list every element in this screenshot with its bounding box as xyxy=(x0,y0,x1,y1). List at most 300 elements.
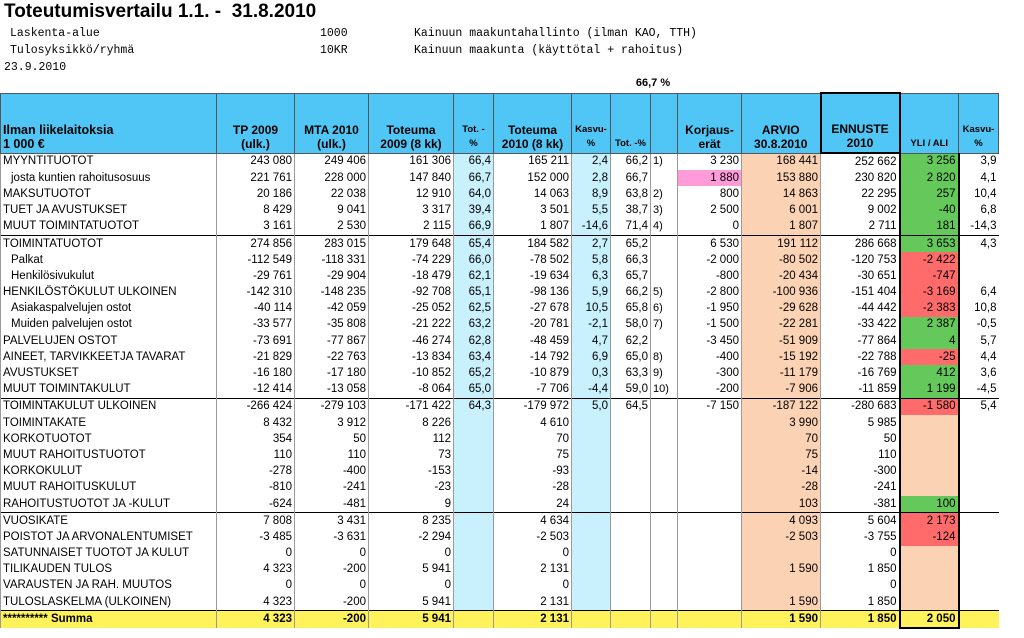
cell-note xyxy=(651,431,678,447)
cell-note xyxy=(651,496,678,513)
cell-totpct1: 64,3 xyxy=(454,398,494,415)
cell-arvio: 4 093 xyxy=(742,513,821,530)
cell-totpct1 xyxy=(454,464,494,480)
cell-korj: 1 880 xyxy=(678,170,742,186)
cell-korj: -800 xyxy=(678,268,742,284)
cell-ennuste: 1 850 xyxy=(821,611,900,629)
cell-kasvu2: -14,3 xyxy=(959,219,999,236)
cell-kasvu xyxy=(572,447,611,463)
table-row xyxy=(1,301,999,317)
cell-tot2009: 2 115 xyxy=(369,219,454,236)
cell-ennuste: -151 404 xyxy=(821,285,900,301)
cell-kasvu: 5,5 xyxy=(572,203,611,219)
cell-tot2010: 4 634 xyxy=(494,513,572,530)
cell-totpct1 xyxy=(454,431,494,447)
row-label: Muiden palvelujen ostot xyxy=(1,317,217,333)
cell-totpct1 xyxy=(454,594,494,611)
cell-totpct1: 66,9 xyxy=(454,219,494,236)
cell-mta2010: -3 631 xyxy=(295,529,369,545)
cell-mta2010: -22 763 xyxy=(295,349,369,365)
col-tot2009-header: Toteuma 2009 (8 kk) xyxy=(369,93,454,153)
cell-ennuste: -22 788 xyxy=(821,349,900,365)
cell-kasvu2: 10,8 xyxy=(959,301,999,317)
cell-note xyxy=(651,546,678,562)
row-label: SATUNNAISET TUOTOT JA KULUT xyxy=(1,546,217,562)
meta-desc-2: Kainuun maakunta (käyttötal + rahoitus) xyxy=(414,44,684,57)
table-row xyxy=(1,382,999,399)
cell-arvio: 3 990 xyxy=(742,415,821,431)
cell-yliali: 2 820 xyxy=(900,170,959,186)
cell-tot2009: 5 941 xyxy=(369,611,454,629)
cell-kasvu2: 6,8 xyxy=(959,203,999,219)
cell-kasvu2: 5,7 xyxy=(959,333,999,349)
cell-arvio: 6 001 xyxy=(742,203,821,219)
cell-mta2010: -13 058 xyxy=(295,382,369,399)
cell-mta2010: 110 xyxy=(295,447,369,463)
row-label: MAKSUTUOTOT xyxy=(1,186,217,202)
cell-tp2009: 7 808 xyxy=(217,513,295,530)
cell-korj: -3 450 xyxy=(678,333,742,349)
cell-tp2009: 354 xyxy=(217,431,295,447)
cell-tp2009: -21 829 xyxy=(217,349,295,365)
cell-arvio: -14 xyxy=(742,464,821,480)
cell-tot2009: -23 xyxy=(369,480,454,496)
row-label: TOIMINTAKATE xyxy=(1,415,217,431)
cell-arvio: 1 590 xyxy=(742,611,821,629)
cell-totpct1 xyxy=(454,562,494,578)
cell-ennuste: -11 859 xyxy=(821,382,900,399)
cell-totpct2 xyxy=(611,529,651,545)
meta-code-2: 10KR xyxy=(320,44,348,57)
cell-yliali: 2 387 xyxy=(900,317,959,333)
table-row xyxy=(1,365,999,381)
table-row xyxy=(1,594,999,611)
row-label: TOIMINTATUOTOT xyxy=(1,235,217,252)
cell-totpct2 xyxy=(611,611,651,629)
row-label: josta kuntien rahoitusosuus xyxy=(1,170,217,186)
cell-tot2009: 179 648 xyxy=(369,235,454,252)
cell-totpct1: 64,0 xyxy=(454,186,494,202)
cell-yliali: 257 xyxy=(900,186,959,202)
cell-arvio: -15 192 xyxy=(742,349,821,365)
cell-kasvu2 xyxy=(959,562,999,578)
cell-totpct2: 63,8 xyxy=(611,186,651,202)
cell-totpct2: 38,7 xyxy=(611,203,651,219)
cell-totpct1: 66,0 xyxy=(454,252,494,268)
cell-kasvu: 5,8 xyxy=(572,252,611,268)
cell-note: 10) xyxy=(651,382,678,399)
cell-kasvu xyxy=(572,578,611,594)
cell-kasvu2 xyxy=(959,496,999,513)
cell-tp2009: -142 310 xyxy=(217,285,295,301)
table-body xyxy=(1,153,999,628)
table-row xyxy=(1,317,999,333)
cell-totpct1 xyxy=(454,529,494,545)
cell-tp2009: 8 432 xyxy=(217,415,295,431)
cell-ennuste: -381 xyxy=(821,496,900,513)
cell-mta2010: -17 180 xyxy=(295,365,369,381)
cell-totpct2 xyxy=(611,496,651,513)
row-label: Asiakaspalvelujen ostot xyxy=(1,301,217,317)
cell-totpct2: 66,3 xyxy=(611,252,651,268)
meta-desc-1: Kainuun maakuntahallinto (ilman KAO, TTH) xyxy=(414,27,697,40)
col-ennuste-header: ENNUSTE 2010 xyxy=(821,93,900,153)
cell-mta2010: -200 xyxy=(295,611,369,629)
cell-korj: -2 800 xyxy=(678,285,742,301)
table-row xyxy=(1,235,999,252)
cell-mta2010: 9 041 xyxy=(295,203,369,219)
cell-arvio: 1 590 xyxy=(742,594,821,611)
row-label: VUOSIKATE xyxy=(1,513,217,530)
cell-tot2010: 75 xyxy=(494,447,572,463)
cell-tot2009: -2 294 xyxy=(369,529,454,545)
cell-tot2010: -19 634 xyxy=(494,268,572,284)
cell-ennuste: 230 820 xyxy=(821,170,900,186)
cell-tp2009: 221 761 xyxy=(217,170,295,186)
cell-yliali: -747 xyxy=(900,268,959,284)
cell-kasvu2 xyxy=(959,431,999,447)
cell-ennuste: -30 651 xyxy=(821,268,900,284)
row-label: Henkilösivukulut xyxy=(1,268,217,284)
cell-tot2010: 24 xyxy=(494,496,572,513)
table-row xyxy=(1,349,999,365)
cell-korj xyxy=(678,447,742,463)
col-kasvu-header: Kasvu- % xyxy=(572,93,611,153)
cell-mta2010: -148 235 xyxy=(295,285,369,301)
cell-mta2010: 228 000 xyxy=(295,170,369,186)
cell-totpct2: 66,2 xyxy=(611,153,651,170)
cell-mta2010: -77 867 xyxy=(295,333,369,349)
cell-kasvu2 xyxy=(959,464,999,480)
cell-yliali xyxy=(900,415,959,431)
table-row xyxy=(1,398,999,415)
col-mta2010-header: MTA 2010 (ulk.) xyxy=(295,93,369,153)
cell-totpct2 xyxy=(611,447,651,463)
cell-note xyxy=(651,480,678,496)
cell-totpct2: 65,8 xyxy=(611,301,651,317)
cell-totpct2 xyxy=(611,562,651,578)
cell-korj: -300 xyxy=(678,365,742,381)
cell-tp2009: 0 xyxy=(217,546,295,562)
cell-korj: 6 530 xyxy=(678,235,742,252)
cell-yliali xyxy=(900,464,959,480)
cell-korj xyxy=(678,431,742,447)
cell-kasvu2 xyxy=(959,611,999,629)
cell-note xyxy=(651,578,678,594)
cell-tot2010: -93 xyxy=(494,464,572,480)
cell-yliali xyxy=(900,447,959,463)
cell-tot2009: 5 941 xyxy=(369,562,454,578)
cell-tot2010: -48 459 xyxy=(494,333,572,349)
cell-korj: -1 950 xyxy=(678,301,742,317)
cell-totpct1: 65,2 xyxy=(454,365,494,381)
cell-korj xyxy=(678,529,742,545)
cell-ennuste: -44 442 xyxy=(821,301,900,317)
cell-note xyxy=(651,594,678,611)
table-row xyxy=(1,447,999,463)
cell-totpct1: 66,7 xyxy=(454,170,494,186)
cell-note xyxy=(651,235,678,252)
cell-yliali xyxy=(900,431,959,447)
report-date: 23.9.2010 xyxy=(4,61,67,74)
cell-mta2010: 0 xyxy=(295,546,369,562)
cell-note xyxy=(651,464,678,480)
cell-note: 1) xyxy=(651,153,678,170)
cell-kasvu2: 4,3 xyxy=(959,235,999,252)
cell-kasvu2 xyxy=(959,480,999,496)
cell-ennuste: 1 850 xyxy=(821,594,900,611)
cell-note: 4) xyxy=(651,219,678,236)
cell-yliali: -124 xyxy=(900,529,959,545)
cell-korj xyxy=(678,415,742,431)
cell-tot2009: 112 xyxy=(369,431,454,447)
cell-yliali: 3 256 xyxy=(900,153,959,170)
cell-note: 9) xyxy=(651,365,678,381)
table-row xyxy=(1,285,999,301)
cell-arvio: -29 628 xyxy=(742,301,821,317)
cell-mta2010: 3 912 xyxy=(295,415,369,431)
cell-tot2010: 2 131 xyxy=(494,562,572,578)
cell-arvio: -2 503 xyxy=(742,529,821,545)
cell-tot2009: 0 xyxy=(369,546,454,562)
cell-totpct2 xyxy=(611,431,651,447)
cell-ennuste: -280 683 xyxy=(821,398,900,415)
cell-tot2010: 165 211 xyxy=(494,153,572,170)
cell-totpct2: 66,7 xyxy=(611,170,651,186)
cell-tp2009: 0 xyxy=(217,578,295,594)
cell-totpct1: 65,4 xyxy=(454,235,494,252)
cell-tp2009: -29 761 xyxy=(217,268,295,284)
cell-korj: -400 xyxy=(678,349,742,365)
cell-note xyxy=(651,268,678,284)
cell-totpct2 xyxy=(611,546,651,562)
cell-kasvu: -4,4 xyxy=(572,382,611,399)
cell-tp2009: -624 xyxy=(217,496,295,513)
cell-totpct1: 63,2 xyxy=(454,317,494,333)
cell-tp2009: -12 414 xyxy=(217,382,295,399)
cell-mta2010: -481 xyxy=(295,496,369,513)
cell-kasvu2: 4,1 xyxy=(959,170,999,186)
row-label: AVUSTUKSET xyxy=(1,365,217,381)
cell-mta2010: -279 103 xyxy=(295,398,369,415)
cell-kasvu2: 4,4 xyxy=(959,349,999,365)
row-label: POISTOT JA ARVONALENTUMISET xyxy=(1,529,217,545)
cell-kasvu2: 6,4 xyxy=(959,285,999,301)
cell-tot2010: -14 792 xyxy=(494,349,572,365)
meta-code-1: 1000 xyxy=(320,27,348,40)
table-row xyxy=(1,611,999,629)
cell-tot2009: -8 064 xyxy=(369,382,454,399)
cell-arvio: 75 xyxy=(742,447,821,463)
header-row xyxy=(1,93,999,153)
cell-note: 7) xyxy=(651,317,678,333)
cell-note xyxy=(651,252,678,268)
row-label: MUUT TOIMINTATUOTOT xyxy=(1,219,217,236)
table-row xyxy=(1,578,999,594)
cell-ennuste: 110 xyxy=(821,447,900,463)
cell-totpct2: 59,0 xyxy=(611,382,651,399)
col-totpct1-header: Tot. - % xyxy=(454,93,494,153)
cell-yliali: -40 xyxy=(900,203,959,219)
cell-mta2010: 3 431 xyxy=(295,513,369,530)
cell-arvio: 1 807 xyxy=(742,219,821,236)
comparison-table xyxy=(0,92,999,629)
cell-tot2009: -13 834 xyxy=(369,349,454,365)
cell-kasvu2 xyxy=(959,594,999,611)
cell-totpct1 xyxy=(454,415,494,431)
cell-kasvu2 xyxy=(959,252,999,268)
cell-yliali xyxy=(900,594,959,611)
cell-ennuste: -77 864 xyxy=(821,333,900,349)
cell-kasvu2 xyxy=(959,578,999,594)
cell-tp2009: -73 691 xyxy=(217,333,295,349)
cell-tot2010: 14 063 xyxy=(494,186,572,202)
cell-kasvu xyxy=(572,562,611,578)
cell-tot2010: -78 502 xyxy=(494,252,572,268)
cell-arvio: -51 909 xyxy=(742,333,821,349)
cell-yliali xyxy=(900,546,959,562)
table-row xyxy=(1,268,999,284)
cell-tot2010: 3 501 xyxy=(494,203,572,219)
cell-tp2009: -278 xyxy=(217,464,295,480)
cell-note xyxy=(651,447,678,463)
cell-totpct2 xyxy=(611,464,651,480)
cell-korj: 800 xyxy=(678,186,742,202)
cell-tp2009: -3 485 xyxy=(217,529,295,545)
cell-tot2010: -20 781 xyxy=(494,317,572,333)
cell-arvio: -80 502 xyxy=(742,252,821,268)
row-label: Palkat xyxy=(1,252,217,268)
cell-tot2010: 2 131 xyxy=(494,594,572,611)
cell-totpct1 xyxy=(454,611,494,629)
cell-tot2010: -179 972 xyxy=(494,398,572,415)
cell-totpct1: 65,1 xyxy=(454,285,494,301)
table-row xyxy=(1,480,999,496)
cell-korj: -1 500 xyxy=(678,317,742,333)
cell-yliali: -25 xyxy=(900,349,959,365)
cell-tot2010: 2 131 xyxy=(494,611,572,629)
row-label: MYYNTITUOTOT xyxy=(1,153,217,170)
cell-kasvu2: 10,4 xyxy=(959,186,999,202)
cell-tot2010: -28 xyxy=(494,480,572,496)
cell-totpct2: 71,4 xyxy=(611,219,651,236)
cell-yliali: 3 653 xyxy=(900,235,959,252)
cell-totpct2: 58,0 xyxy=(611,317,651,333)
cell-ennuste: 0 xyxy=(821,546,900,562)
cell-kasvu xyxy=(572,529,611,545)
cell-arvio: 168 441 xyxy=(742,153,821,170)
cell-ennuste: -300 xyxy=(821,464,900,480)
cell-tp2009: -112 549 xyxy=(217,252,295,268)
cell-tot2009: -46 274 xyxy=(369,333,454,349)
cell-yliali xyxy=(900,562,959,578)
table-row xyxy=(1,464,999,480)
cell-kasvu: -2,1 xyxy=(572,317,611,333)
cell-mta2010: 0 xyxy=(295,578,369,594)
cell-tot2010: -27 678 xyxy=(494,301,572,317)
cell-tot2009: -74 229 xyxy=(369,252,454,268)
cell-arvio: 191 112 xyxy=(742,235,821,252)
cell-note: 2) xyxy=(651,186,678,202)
cell-mta2010: 249 406 xyxy=(295,153,369,170)
cell-mta2010: -42 059 xyxy=(295,301,369,317)
report-title: Toteutumisvertailu 1.1. - 31.8.2010 xyxy=(4,1,317,22)
cell-kasvu xyxy=(572,496,611,513)
cell-ennuste: 286 668 xyxy=(821,235,900,252)
cell-arvio: -100 936 xyxy=(742,285,821,301)
cell-tot2009: 9 xyxy=(369,496,454,513)
cell-korj xyxy=(678,464,742,480)
cell-yliali: -3 169 xyxy=(900,285,959,301)
meta-label-2: Tulosyksikkö/ryhmä xyxy=(10,44,135,57)
cell-kasvu2: -0,5 xyxy=(959,317,999,333)
cell-ennuste: 5 985 xyxy=(821,415,900,431)
cell-tp2009: -266 424 xyxy=(217,398,295,415)
cell-totpct2 xyxy=(611,480,651,496)
cell-mta2010: -200 xyxy=(295,562,369,578)
col-totpct2-header: Tot. -% xyxy=(611,93,651,153)
cell-kasvu: 2,7 xyxy=(572,235,611,252)
cell-ennuste: 1 850 xyxy=(821,562,900,578)
cell-kasvu2: 5,4 xyxy=(959,398,999,415)
table-row xyxy=(1,219,999,236)
cell-kasvu: 5,0 xyxy=(572,398,611,415)
row-label: MUUT RAHOITUSTUOTOT xyxy=(1,447,217,463)
cell-ennuste: -3 755 xyxy=(821,529,900,545)
row-label: TOIMINTAKULUT ULKOINEN xyxy=(1,398,217,415)
cell-yliali: 2 050 xyxy=(900,611,959,629)
cell-tot2010: -2 503 xyxy=(494,529,572,545)
cell-tot2009: -92 708 xyxy=(369,285,454,301)
cell-kasvu2: -4,5 xyxy=(959,382,999,399)
cell-totpct1 xyxy=(454,546,494,562)
col-tot2010-header: Toteuma 2010 (8 kk) xyxy=(494,93,572,153)
cell-korj xyxy=(678,611,742,629)
cell-yliali: -1 580 xyxy=(900,398,959,415)
cell-totpct2: 65,0 xyxy=(611,349,651,365)
cell-mta2010: -241 xyxy=(295,480,369,496)
cell-kasvu: 6,3 xyxy=(572,268,611,284)
cell-arvio: 70 xyxy=(742,431,821,447)
cell-totpct1 xyxy=(454,496,494,513)
cell-note xyxy=(651,562,678,578)
cell-tot2009: -18 479 xyxy=(369,268,454,284)
cell-mta2010: 50 xyxy=(295,431,369,447)
cell-totpct1: 62,1 xyxy=(454,268,494,284)
cell-tot2009: 147 840 xyxy=(369,170,454,186)
cell-tot2009: 5 941 xyxy=(369,594,454,611)
cell-ennuste: 252 662 xyxy=(821,153,900,170)
cell-totpct2 xyxy=(611,578,651,594)
cell-tot2010: -10 879 xyxy=(494,365,572,381)
cell-mta2010: 2 530 xyxy=(295,219,369,236)
cell-kasvu: 0,3 xyxy=(572,365,611,381)
cell-totpct2: 65,2 xyxy=(611,235,651,252)
cell-note xyxy=(651,398,678,415)
row-label: RAHOITUSTUOTOT JA -KULUT xyxy=(1,496,217,513)
cell-tp2009: 274 856 xyxy=(217,235,295,252)
cell-tot2009: 161 306 xyxy=(369,153,454,170)
row-label: VARAUSTEN JA RAH. MUUTOS xyxy=(1,578,217,594)
table-row xyxy=(1,415,999,431)
cell-tot2010: -98 136 xyxy=(494,285,572,301)
cell-tot2009: 8 235 xyxy=(369,513,454,530)
cell-note xyxy=(651,415,678,431)
cell-kasvu xyxy=(572,431,611,447)
cell-tot2010: 0 xyxy=(494,546,572,562)
cell-note xyxy=(651,513,678,530)
cell-tot2010: 1 807 xyxy=(494,219,572,236)
